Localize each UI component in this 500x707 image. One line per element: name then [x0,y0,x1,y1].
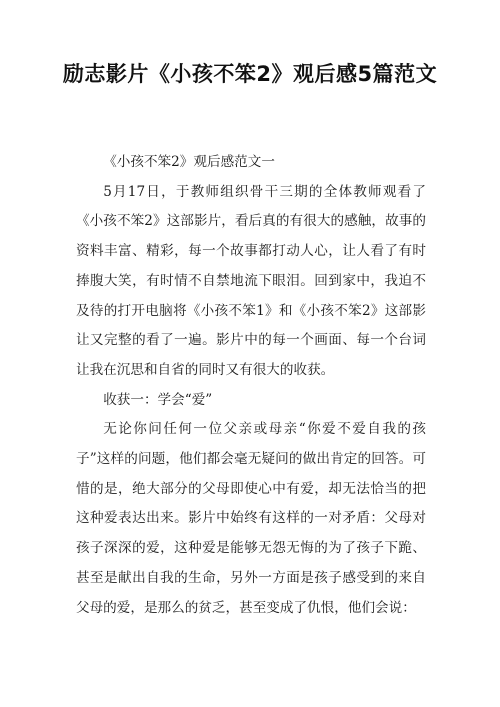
document-body [76,148,426,623]
document-title: 励志影片《小孩不笨2》观后感5篇范文 [62,62,438,86]
paragraph-section-body: 无论你问任何一位父亲或母亲“你爱不爱自我的孩子”这样的问题，他们都会毫无疑问的做出肯定的回答。可惜的是，绝大部分的父母即使心中有爱，却无法恰当的把这种爱表达出来。影片中始终有这样的一对矛盾：父母对孩子深深的爱，这种爱是能够无怨无悔的为了孩子下跪、甚至是献出自我的生命，另外一方面是孩子感受到的来自父母的爱，是那么的贫乏，甚至变成了仇恨，他们会说： [76,421,426,616]
paragraph-section-heading: 收获一：学会“爱” [103,391,213,408]
paragraph-intro: 5月17日，于教师组织骨干三期的全体教师观看了《小孩不笨2》这部影片，看后真的有很大的感触，故事的资料丰富、精彩，每一个故事都打动人心，让人看了有时捧腹大笑，有时情不自禁地流下眼泪。回到家中，我迫不及待的打开电脑将《小孩不笨1》和《小孩不笨2》这部影让又完整的看了一遍。影片中的每一个画面、每一个台词让我在沉思和自省的同时又有很大的收获。 [76,183,426,378]
paragraph-subtitle: 《小孩不笨2》观后感范文一 [103,154,275,170]
